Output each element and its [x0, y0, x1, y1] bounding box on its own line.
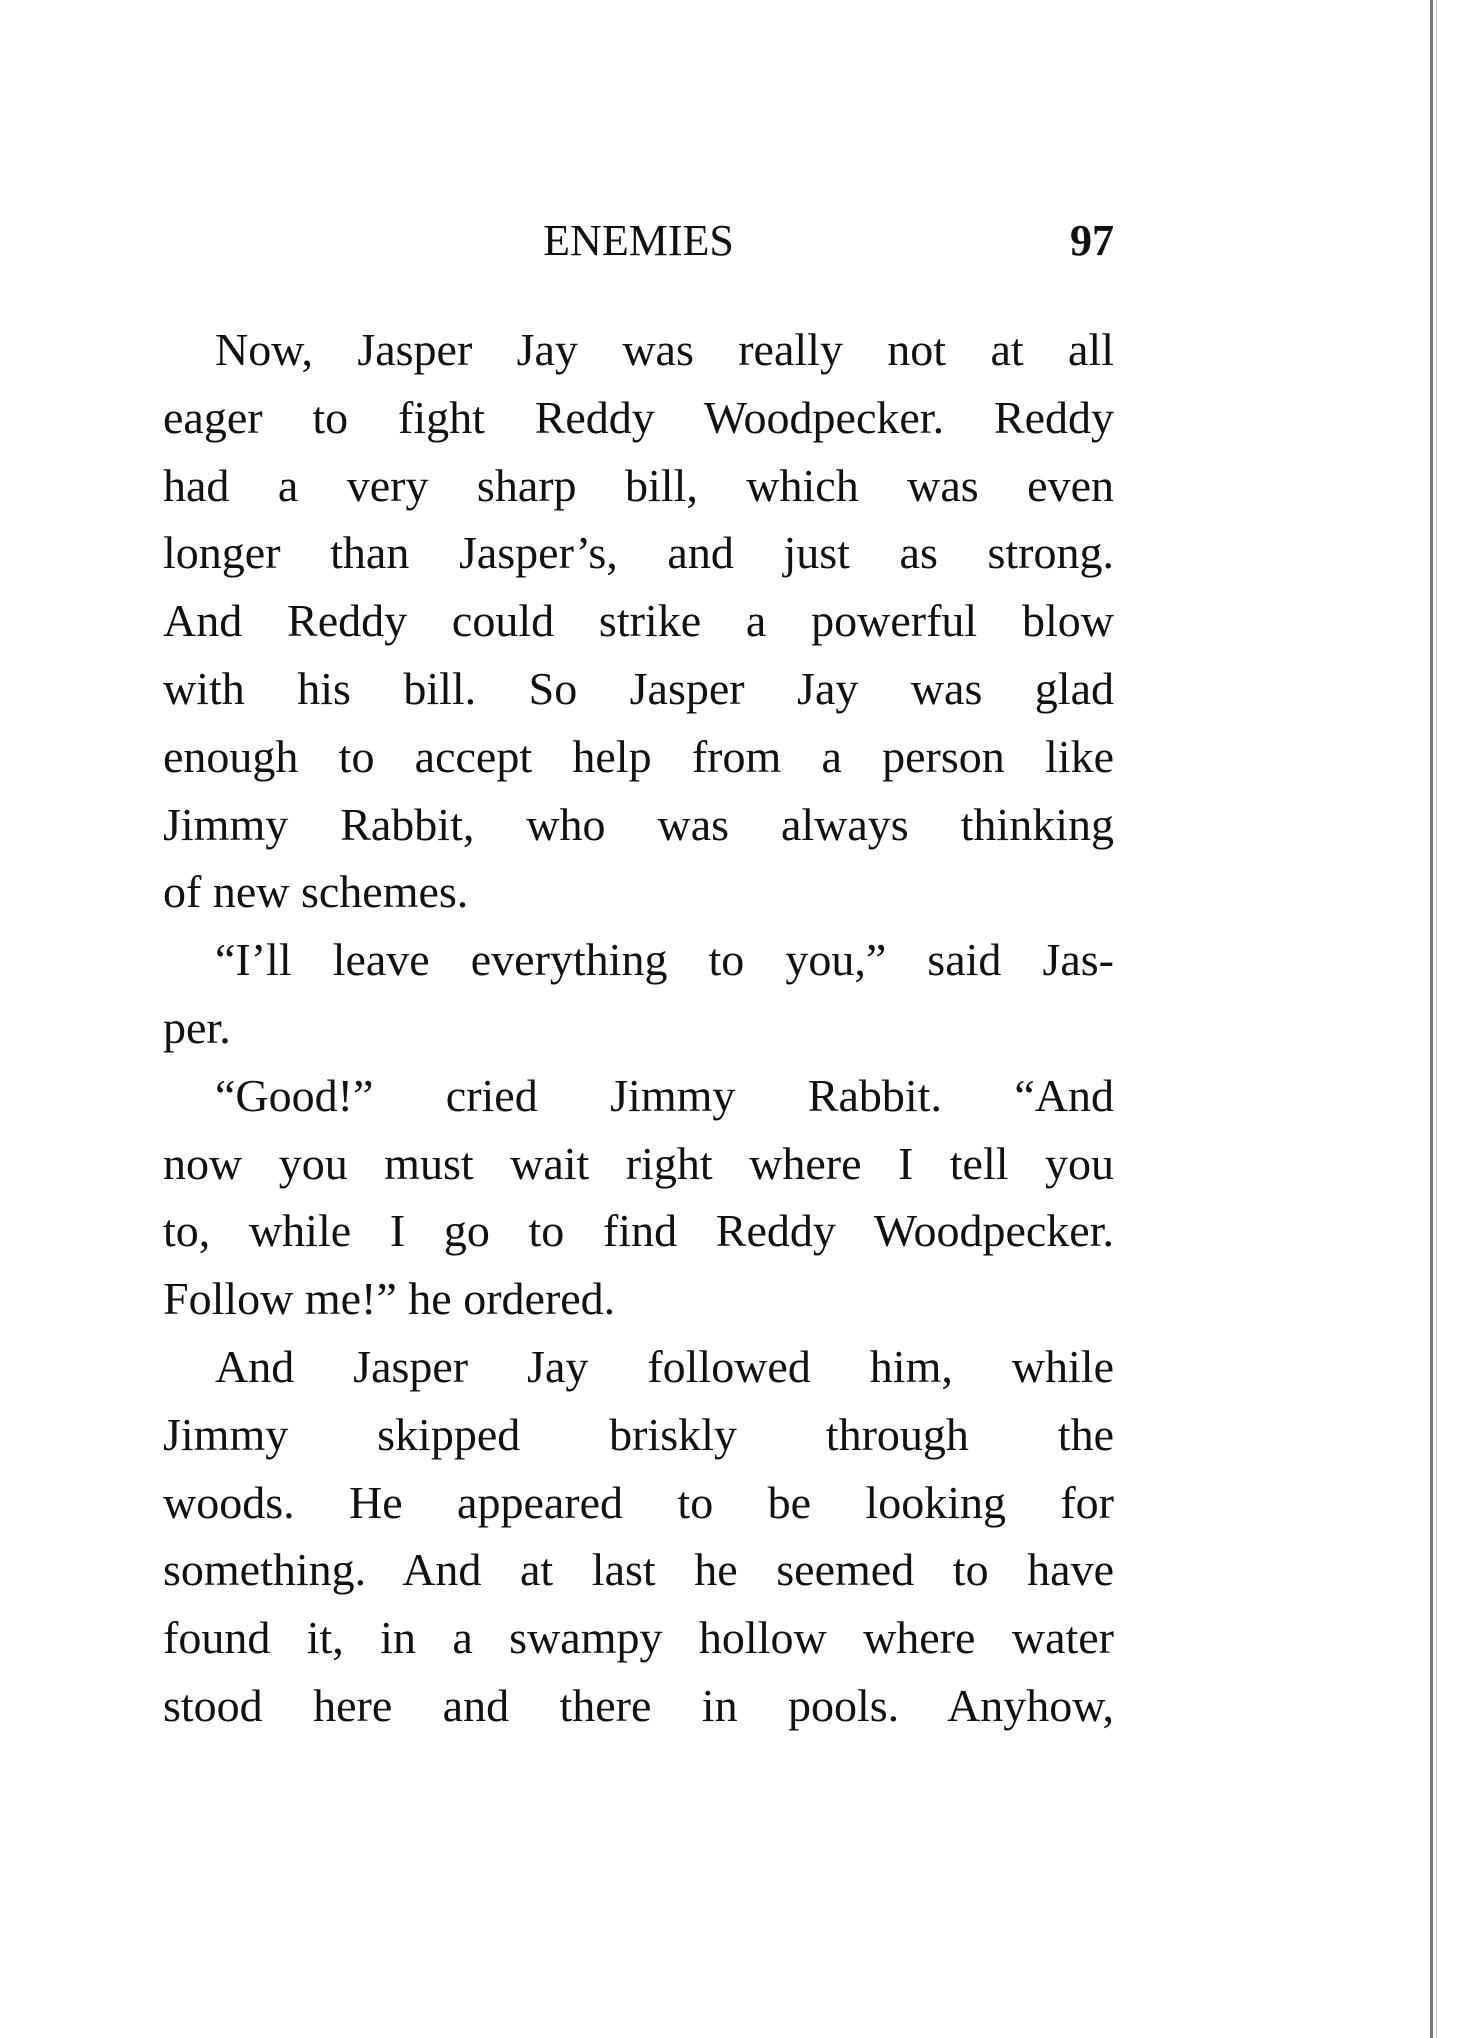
text-line: eager to fight Reddy Woodpecker. Reddy: [163, 391, 1114, 443]
text-line: of new schemes.: [163, 866, 469, 918]
page-number: 97: [1070, 216, 1114, 265]
scan-edge-line: [1430, 0, 1433, 2038]
text-line: And Jasper Jay followed him, while: [215, 1340, 1114, 1392]
text-line: Jimmy Rabbit, who was always thinking: [163, 798, 1114, 850]
running-title: ENEMIES: [543, 216, 734, 265]
text-line: woods. He appeared to be looking for: [163, 1476, 1114, 1528]
text-line: Follow me!” he ordered.: [163, 1273, 616, 1325]
text-line: with his bill. So Jasper Jay was glad: [163, 662, 1114, 714]
text-line: Jimmy skipped briskly through the: [163, 1408, 1114, 1460]
text-line: now you must wait right where I tell you: [163, 1137, 1114, 1189]
text-line: “I’ll leave everything to you,” said Jas-: [215, 934, 1114, 986]
scan-edge-line: [1436, 0, 1437, 2038]
text-line: had a very sharp bill, which was even: [163, 459, 1114, 511]
page-header: [163, 215, 1114, 275]
body-text: [163, 316, 1114, 1740]
text-line: to, while I go to find Reddy Woodpecker.: [163, 1205, 1114, 1257]
text-line: found it, in a swampy hollow where water: [163, 1612, 1114, 1664]
text-line: stood here and there in pools. Anyhow,: [163, 1679, 1114, 1731]
text-line: per.: [163, 1001, 231, 1053]
text-line: something. And at last he seemed to have: [163, 1544, 1114, 1596]
text-line: “Good!” cried Jimmy Rabbit. “And: [215, 1069, 1114, 1121]
text-line: enough to accept help from a person like: [163, 730, 1114, 782]
text-line: longer than Jasper’s, and just as strong.: [163, 527, 1114, 579]
text-line: Now, Jasper Jay was really not at all: [215, 324, 1114, 375]
text-line: And Reddy could strike a powerful blow: [163, 595, 1114, 647]
